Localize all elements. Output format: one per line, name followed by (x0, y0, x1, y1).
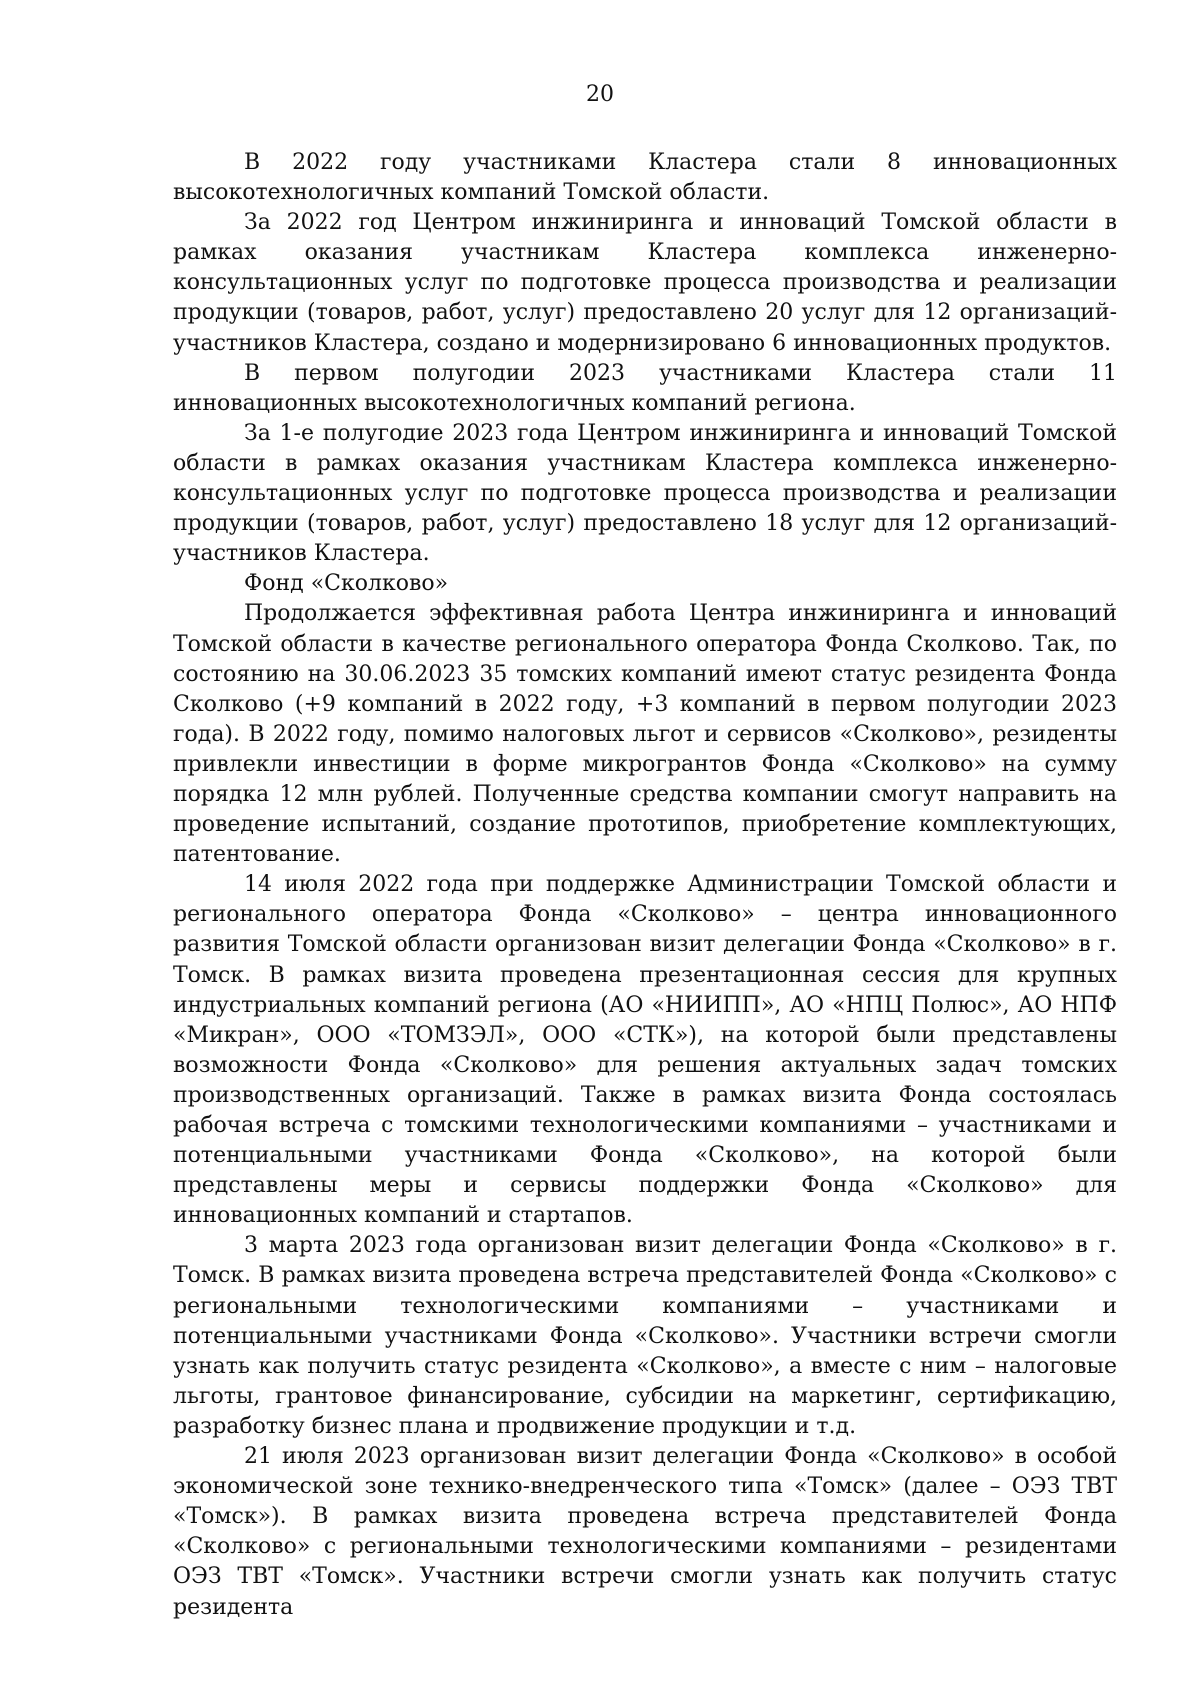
paragraph-visit-july-2022: 14 июля 2022 года при поддержке Администрации Томской области и регионального оператора Фонда «Сколково» – центра инновационного развития Томской области организован визит делегации Фонда «Сколково» в г. Томск. В рамках визита проведена презентационная сессия для крупных индустриальных компаний региона (АО «НИИПП», АО «НПЦ Полюс», АО НПФ «Микран», ООО «ТОМЗЭЛ», ООО «СТК»), на которой были представлены возможности Фонда «Сколково» для решения актуальных задач томских производственных организаций. Также в рамках визита Фонда состоялась рабочая встреча с томскими технологическими компаниями – участниками и потенциальными участниками Фонда «Сколково», на которой были представлены меры и сервисы поддержки Фонда «Сколково» для инновационных компаний и стартапов. (173, 872, 1117, 1229)
section-heading-skolkovo: Фонд «Сколково» (244, 571, 449, 597)
paragraph-cluster-members-2022: В 2022 году участниками Кластера стали 8 инновационных высокотехнологичных компаний Томской области. (173, 150, 1117, 206)
paragraph-engineering-services-2022: За 2022 год Центром инжиниринга и инноваций Томской области в рамках оказания участникам Кластера комплекса инженерно-консультационных услуг по подготовке процесса производства и реализации продукции (товаров, работ, услуг) предоставлено 20 услуг для 12 организаций-участников Кластера, создано и модернизировано 6 инновационных продуктов. (173, 210, 1117, 356)
paragraph-engineering-services-2023: За 1-е полугодие 2023 года Центром инжиниринга и инноваций Томской области в рамках оказания участникам Кластера комплекса инженерно-консультационных услуг по подготовке процесса производства и реализации продукции (товаров, работ, услуг) предоставлено 18 услуг для 12 организаций-участников Кластера. (173, 420, 1117, 567)
paragraph-cluster-members-2023: В первом полугодии 2023 участниками Кластера стали 11 инновационных высокотехнологичных компаний региона. (173, 360, 1117, 416)
document-body (173, 148, 1117, 1623)
paragraph-visit-july-2023: 21 июля 2023 организован визит делегации Фонда «Сколково» в особой экономической зоне технико-внедренческого типа «Томск» (далее – ОЭЗ ТВТ «Томск»). В рамках визита проведена встреча представителей Фонда «Сколково» с региональными технологическими компаниями – резидентами ОЭЗ ТВТ «Томск». Участники встречи смогли узнать как получить статус резидента (173, 1444, 1117, 1620)
paragraph-skolkovo-operator: Продолжается эффективная работа Центра инжиниринга и инноваций Томской области в качестве регионального оператора Фонда Сколково. Так, по состоянию на 30.06.2023 35 томских компаний имеют статус резидента Фонда Сколково (+9 компаний в 2022 году, +3 компаний в первом полугодии 2023 года). В 2022 году, помимо налоговых льгот и сервисов «Сколково», резиденты привлекли инвестиции в форме микрогрантов Фонда «Сколково» на сумму порядка 12 млн рублей. Полученные средства компании смогут направить на проведение испытаний, создание прототипов, приобретение комплектующих, патентование. (173, 601, 1117, 868)
paragraph-visit-march-2023: 3 марта 2023 года организован визит делегации Фонда «Сколково» в г. Томск. В рамках визита проведена встреча представителей Фонда «Сколково» с региональными технологическими компаниями – участниками и потенциальными участниками Фонда «Сколково». Участники встречи смогли узнать как получить статус резидента «Сколково», а вместе с ним – налоговые льготы, грантовое финансирование, субсидии на маркетинг, сертификацию, разработку бизнес плана и продвижение продукции и т.д. (173, 1233, 1117, 1439)
page-number: 20 (586, 82, 614, 107)
